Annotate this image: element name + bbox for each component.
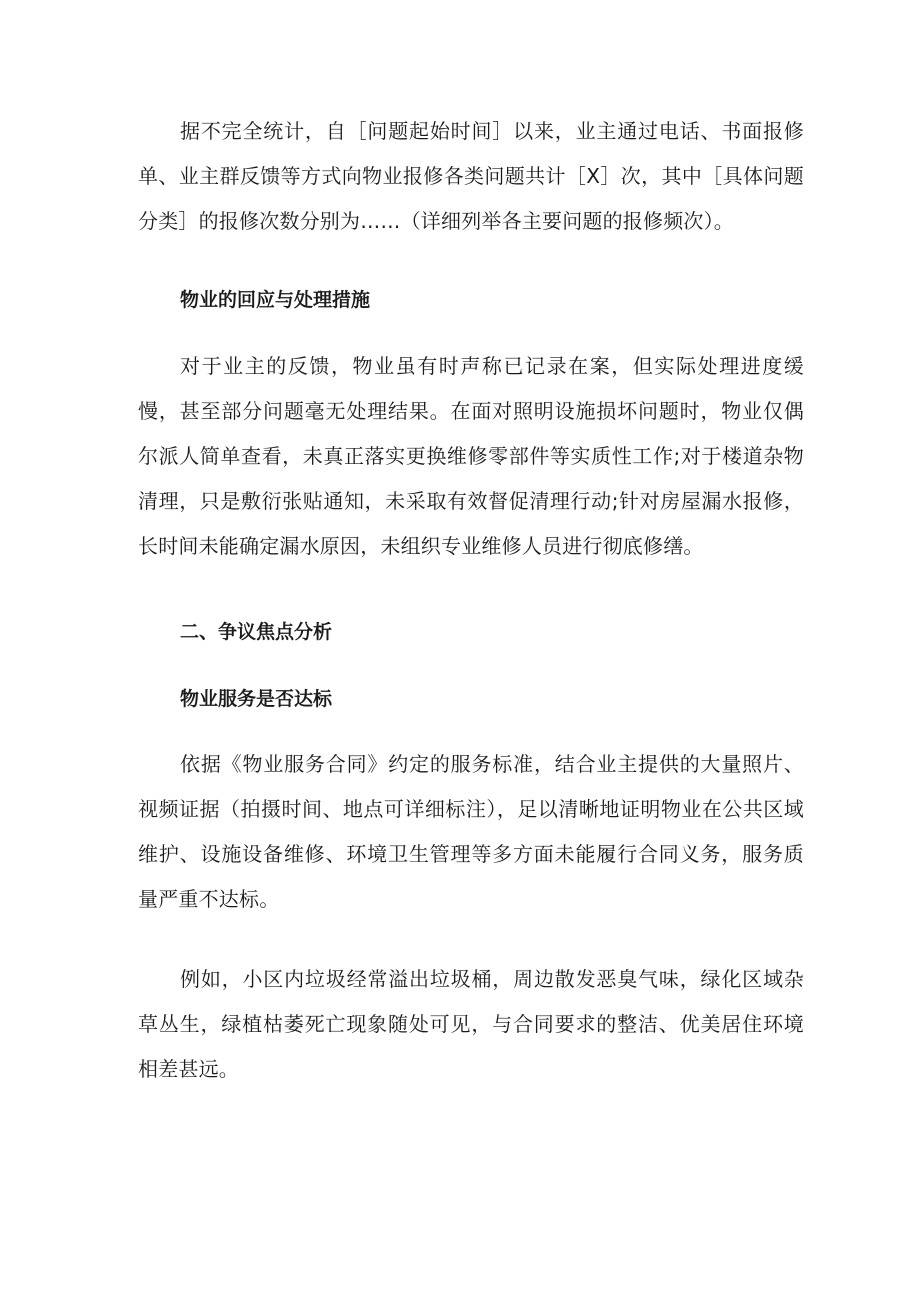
paragraph-service-evidence: 依据《物业服务合同》约定的服务标准，结合业主提供的大量照片、视频证据（拍摄时间、地点可详细标注），足以清晰地证明物业在公共区域维护、设施设备维修、环境卫生管理等多方面未能履行合同义务，服务质量严重不达标。 [138, 752, 804, 911]
section-heading-dispute-analysis: 二、争议焦点分析 [180, 621, 333, 643]
paragraph-property-response: 对于业主的反馈，物业虽有时声称已记录在案，但实际处理进度缓慢，甚至部分问题毫无处理结果。在面对照明设施损坏问题时，物业仅偶尔派人简单查看，未真正落实更换维修零部件等实质性工作;对于楼道杂物清理，只是敷衍张贴通知，未采取有效督促清理行动;针对房屋漏水报修，长时间未能确定漏水原因，未组织专业维修人员进行彻底修缮。 [138, 354, 804, 558]
subheading-property-response: 物业的回应与处理措施 [180, 289, 371, 311]
subheading-service-standard: 物业服务是否达标 [180, 688, 333, 710]
paragraph-repair-statistics: 据不完全统计，自［问题起始时间］以来，业主通过电话、书面报修单、业主群反馈等方式向物业报修各类问题共计［X］次，其中［具体问题分类］的报修次数分别为……（详细列举各主要问题的报修频次）。 [138, 119, 804, 233]
paragraph-example-environment: 例如，小区内垃圾经常溢出垃圾桶，周边散发恶臭气味，绿化区域杂草丛生，绿植枯萎死亡现象随处可见，与合同要求的整洁、优美居住环境相差甚远。 [138, 967, 804, 1081]
